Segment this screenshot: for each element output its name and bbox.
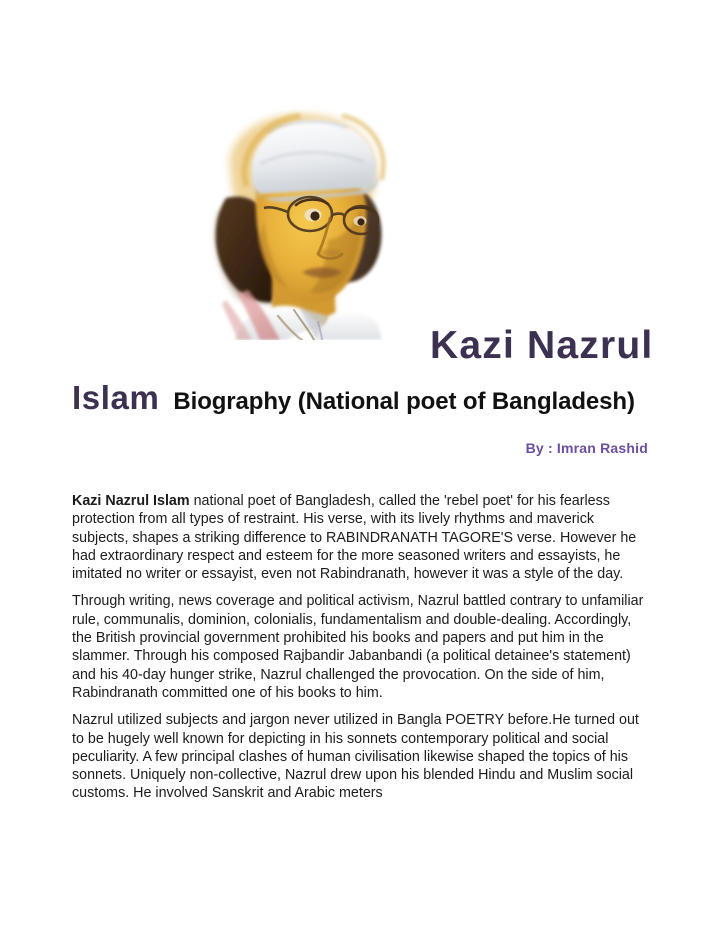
portrait-svg	[168, 72, 430, 340]
page-title-islam: Islam	[72, 379, 160, 416]
paragraph-lead: Kazi Nazrul Islam	[72, 493, 190, 509]
paragraph-body: Through writing, news coverage and political activism, Nazrul battled contrary to unfamiliar rule, communalis, dominion, colonialis, fundamentalism and double-dealing. Accordingly, the British provincial government prohibited his books and papers and put him in the slammer. Through his composed Rajbandir Jabanbandi (a political detainee's statement) and his 40-day hunger strike, Nazrul challenged the provocation. On the side of him, Rabindranath committed one of his books to him.	[72, 593, 644, 701]
paragraph-body: Nazrul utilized subjects and jargon never utilized in Bangla POETRY before.He turned out to be hugely well known for depicting in his sonnets contemporary political and social peculiarity. A few principal clashes of human civilisation likewise shaped the topics of his sonnets. Uniquely non-collective, Nazrul drew upon his blended Hindu and Muslim social customs. He involved Sanskrit and Arabic meters	[72, 712, 639, 802]
page-subtitle: Biography (National poet of Bangladesh)	[173, 388, 635, 415]
page-title-line-1: Kazi Nazrul	[430, 324, 654, 367]
paragraph	[72, 492, 650, 583]
paragraph	[72, 711, 650, 802]
byline: By : Imran Rashid	[525, 440, 648, 456]
page-title-line-2	[72, 381, 635, 414]
portrait-illustration	[168, 72, 430, 340]
paragraph	[72, 592, 650, 702]
body-text	[72, 492, 650, 803]
paragraph-body: national poet of Bangladesh, called the 'rebel poet' for his fearless protection from all types of restraint. His verse, with its lively rhythms and maverick subjects, shapes a striking difference to RABINDRANATH TAGORE'S verse. However he had extraordinary respect and esteem for the more seasoned writers and essayists, he imitated no writer or essayist, even not Rabindranath, however it was a style of the day.	[72, 493, 637, 583]
